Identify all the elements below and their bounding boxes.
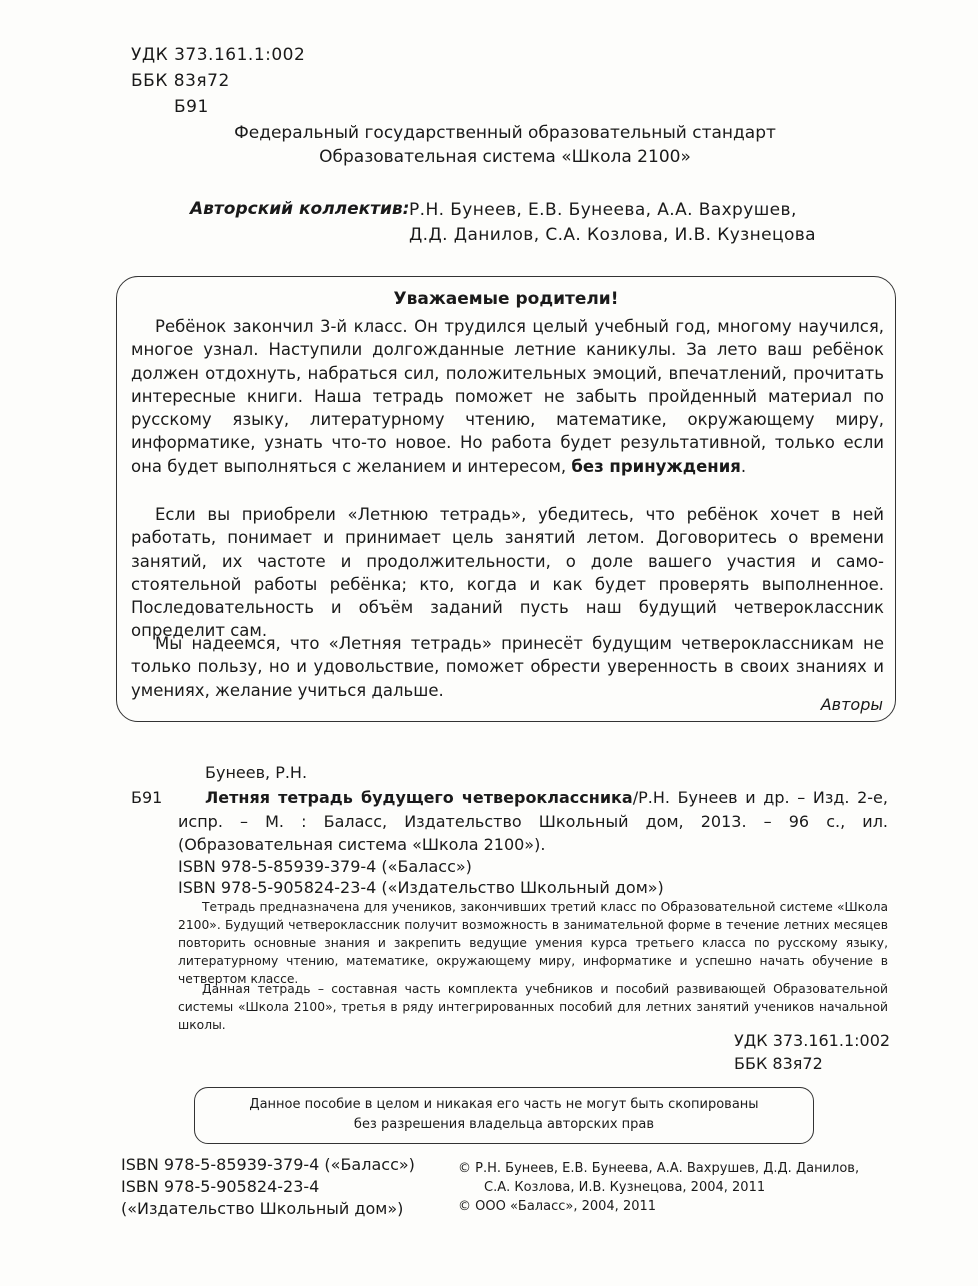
parents-note-frame (116, 276, 896, 722)
standard-line-2: Образовательная система «Школа 2100» (319, 147, 691, 167)
biblio-udk: УДК 373.161.1:002 (734, 1031, 891, 1050)
parents-note-paragraph-2: Если вы приобрели «Летнюю тетрадь», убедитесь, что ребёнок хочет в ней работать, понимает и принимает цель занятий летом. Договоритесь о времени занятий, их частоте и продолжительности, о доле вашего участия и самостоятельной работы ребёнка; кто, когда и как будет проверять выполненное. Последовательность и объём заданий пусть наш будущий четвероклассник определит сам. (131, 505, 884, 641)
paragraph-1-text: Ребёнок закончил 3-й класс. Он трудился целый учебный год, многому научился, многое узнал. Наступили долгожданные летние каникулы. За лето ваш ребёнок должен отдохнуть, набраться сил, положительных эмоций, впечатлений, прочитать интересные книги. Наша тетрадь поможет не забыть пройденный материал по русскому языку, литературному чтению, математике, окружающему миру, информатике, узнать что-то новое. Но работа будет результативной, только если она будет выполняться с желанием и интересом, (131, 317, 884, 476)
standard-line-1: Федеральный государственный образовательный стандарт (234, 123, 776, 143)
udk-code-top: УДК 373.161.1:002 (131, 45, 306, 65)
authors-label: Авторский коллектив: (190, 199, 410, 219)
parents-note-signature: Авторы (820, 695, 883, 714)
annotation-paragraph-1: Тетрадь предназначена для учеников, закончивших третий класс по Образовательной системе «Школа 2100». Будущий четвероклассник получит возможность в занимательной форме в течение летних месяцев повторить основные знания и закрепить ведущие умения курса третьего класса по русскому языку, литературному чтению, математике, окружающему миру, информатике и успешно начать обучение в четвертом классе. (178, 900, 888, 986)
authors-line-2: Д.Д. Данилов, С.А. Козлова, И.В. Кузнецова (409, 225, 817, 245)
biblio-isbn-2: ISBN 978-5-905824-23-4 («Издательство Школьный дом») (178, 878, 664, 897)
footer-isbn-2: ISBN 978-5-905824-23-4 (121, 1177, 320, 1196)
authors-line-1: Р.Н. Бунеев, Е.В. Бунеева, А.А. Вахрушев, (409, 200, 797, 220)
biblio-description (178, 786, 888, 857)
biblio-title: Летняя тетрадь будущего четвероклассника (205, 788, 633, 807)
parents-note-title: Уважаемые родители! (393, 289, 619, 309)
author-mark-top: Б91 (174, 97, 209, 117)
copyright-publisher: © ООО «Баласс», 2004, 2011 (458, 1199, 657, 1214)
biblio-mark: Б91 (131, 788, 163, 807)
paragraph-1-end: . (740, 456, 747, 476)
notice-line-2: без разрешения владельца авторских прав (353, 1117, 655, 1132)
copyright-authors-line-2: С.А. Козлова, И.В. Кузнецова, 2004, 2011 (484, 1180, 766, 1195)
parents-note-paragraph-3: Мы надеемся, что «Летняя тетрадь» принесёт будущим четвероклассникам не только пользу, но и удовольствие, поможет обрести уверенность в своих знаниях и умениях, желание учиться дальше. (131, 634, 884, 700)
copyright-notice-box (194, 1087, 814, 1144)
annotation-paragraph-2: Данная тетрадь – составная часть комплекта учебников и пособий развивающей Образовательной системы «Школа 2100», третья в ряду интегрированных пособий для летних занятий учеников начальной школы. (178, 982, 888, 1032)
biblio-isbn-1: ISBN 978-5-85939-379-4 («Баласс») (178, 857, 472, 876)
copyright-authors-line-1: © Р.Н. Бунеев, Е.В. Бунеева, А.А. Вахрушев, Д.Д. Данилов, (458, 1161, 860, 1176)
footer-isbn-1: ISBN 978-5-85939-379-4 («Баласс») (121, 1155, 415, 1174)
bbk-code-top: ББК 83я72 (131, 71, 230, 91)
parents-note-paragraph-1 (131, 315, 884, 478)
biblio-author: Бунеев, Р.Н. (205, 763, 308, 782)
notice-line-1: Данное пособие в целом и никакая его часть не могут быть скопированы (249, 1097, 759, 1112)
biblio-bbk: ББК 83я72 (734, 1054, 823, 1073)
footer-isbn-2-publisher: («Издательство Школьный дом») (121, 1199, 404, 1218)
biblio-rest: /Р.Н. Бунеев и др. – Изд. 2-е, испр. – М. : Баласс, Издательство Школьный дом, 2013. – 96 с., ил. (Образовательная система «Школа 2100»). (178, 788, 888, 854)
paragraph-1-bold: без принуждения (571, 456, 741, 476)
